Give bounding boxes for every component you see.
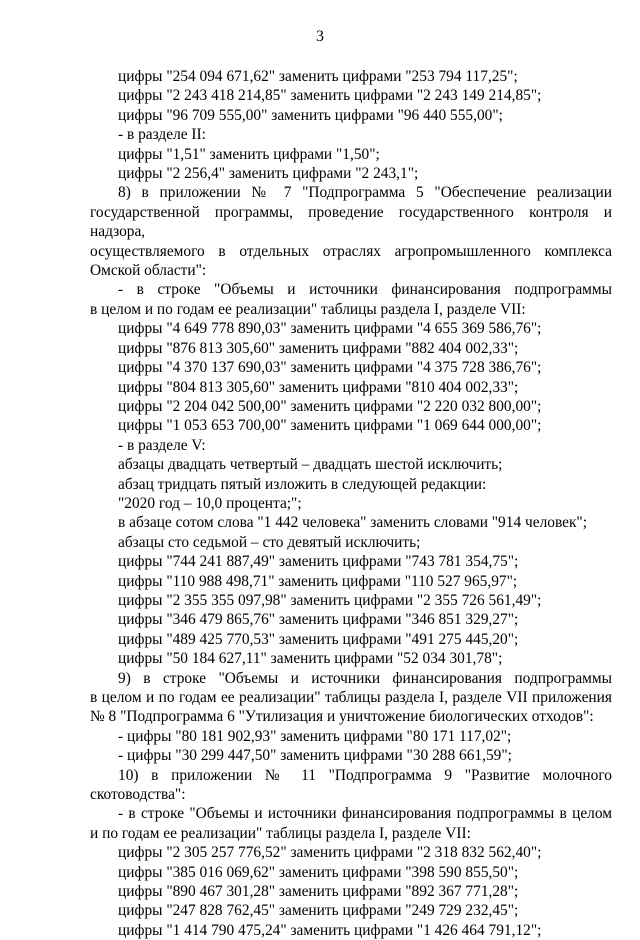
- text-line: цифры "2 256,4" заменить цифрами "2 243,1";: [118, 165, 419, 183]
- text-line: Омской области":: [90, 262, 207, 280]
- text-line: цифры "254 094 671,62" заменить цифрами "253 794 117,25";: [118, 68, 518, 85]
- text-line: и по годам ее реализации" таблицы раздела I, разделе VII:: [90, 824, 471, 842]
- text-line: цифры "876 813 305,60" заменить цифрами "882 404 002,33";: [118, 339, 519, 357]
- text-line: цифры "346 479 865,76" заменить цифрами "346 851 329,27";: [118, 611, 519, 629]
- text-line: скотоводства":: [90, 786, 186, 804]
- text-line: цифры "489 425 770,53" заменить цифрами "491 275 445,20";: [118, 630, 519, 648]
- text-line: 8) в приложении № 7 "Подпрограмма 5 "Обеспечение реализации: [118, 184, 612, 202]
- text-line: цифры "2 204 042 500,00" заменить цифрами "2 220 032 800,00";: [118, 397, 542, 415]
- text-line: 10) в приложении № 11 "Подпрограмма 9 "Развитие молочного: [118, 766, 612, 784]
- text-line: цифры "385 016 069,62" заменить цифрами "398 590 855,50";: [118, 863, 519, 881]
- document-body: [90, 67, 612, 940]
- text-line: цифры "96 709 555,00" заменить цифрами "96 440 555,00";: [118, 106, 503, 124]
- text-line: цифры "744 241 887,49" заменить цифрами "743 781 354,75";: [118, 553, 519, 571]
- text-line: цифры "4 649 778 890,03" заменить цифрами "4 655 369 586,76";: [118, 320, 542, 338]
- text-line: цифры "247 828 762,45" заменить цифрами "249 729 232,45";: [118, 902, 519, 920]
- text-line: в целом и по годам ее реализации" таблицы раздела I, разделе VII:: [90, 300, 526, 318]
- text-line: цифры "50 184 627,11" заменить цифрами "52 034 301,78";: [118, 650, 503, 668]
- text-line: цифры "4 370 137 690,03" заменить цифрами "4 375 728 386,76";: [118, 359, 542, 377]
- text-line: абзацы сто седьмой – сто девятый исключить;: [118, 533, 421, 551]
- text-line: "2020 год – 10,0 процента;";: [118, 494, 302, 512]
- text-line: - цифры "80 181 902,93" заменить цифрами "80 171 117,02";: [118, 727, 512, 745]
- text-line: цифры "1,51" заменить цифрами "1,50";: [118, 145, 380, 163]
- text-line: абзац тридцать пятый изложить в следующей редакции:: [118, 475, 487, 493]
- text-line: - в строке "Объемы и источники финансирования подпрограммы в целом: [118, 805, 612, 823]
- text-line: абзацы двадцать четвертый – двадцать шестой исключить;: [118, 456, 503, 474]
- text-line: № 8 "Подпрограмма 6 "Утилизация и уничтожение биологических отходов":: [90, 708, 594, 726]
- text-line: государственной программы, проведение государственного контроля и надзора,: [90, 203, 612, 241]
- page-number: 3: [316, 28, 324, 45]
- text-line: цифры "2 305 257 776,52" заменить цифрами "2 318 832 562,40";: [118, 844, 542, 862]
- text-line: цифры "804 813 305,60" заменить цифрами "810 404 002,33";: [118, 378, 519, 396]
- text-line: цифры "890 467 301,28" заменить цифрами "892 367 771,28";: [118, 883, 519, 901]
- text-line: цифры "2 355 355 097,98" заменить цифрами "2 355 726 561,49";: [118, 591, 542, 609]
- text-line: в целом и по годам ее реализации" таблицы раздела I, разделе VII приложения: [90, 689, 612, 706]
- text-line: 9) в строке "Объемы и источники финансирования подпрограммы: [118, 669, 612, 687]
- text-line: - в разделе II:: [118, 126, 206, 144]
- text-line: в абзаце сотом слова "1 442 человека" заменить словами "914 человек";: [118, 514, 587, 532]
- text-line: - цифры "30 299 447,50" заменить цифрами "30 288 661,59";: [118, 747, 512, 765]
- text-line: - в разделе V:: [118, 436, 206, 454]
- text-line: цифры "1 414 790 475,24" заменить цифрами "1 426 464 791,12";: [118, 921, 542, 939]
- text-line: цифры "110 988 498,71" заменить цифрами "110 527 965,97";: [118, 572, 518, 590]
- text-line: осуществляемого в отдельных отраслях агропромышленного комплекса: [90, 242, 612, 260]
- text-line: - в строке "Объемы и источники финансирования подпрограммы: [118, 281, 612, 299]
- text-line: цифры "1 053 653 700,00" заменить цифрами "1 069 644 000,00";: [118, 417, 542, 435]
- text-line: цифры "2 243 418 214,85" заменить цифрами "2 243 149 214,85";: [118, 87, 542, 105]
